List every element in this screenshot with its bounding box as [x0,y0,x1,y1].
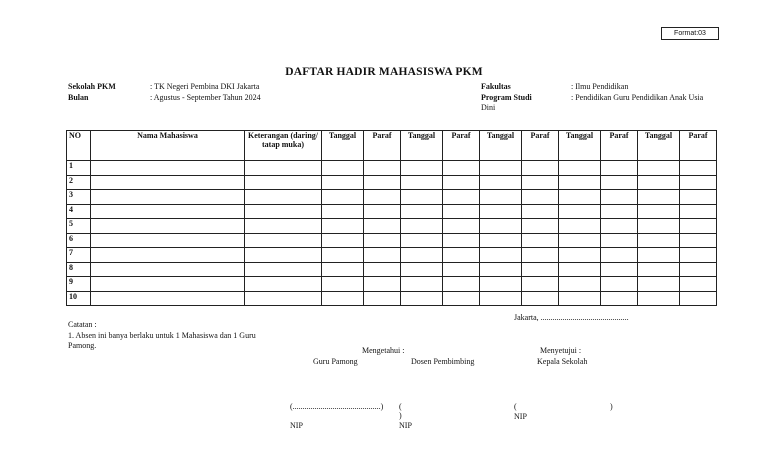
table-cell [680,277,717,292]
note-line-2: Pamong. [68,341,97,350]
table-cell [480,291,522,306]
table-cell [559,161,601,176]
table-cell [638,175,680,190]
table-cell [601,204,638,219]
table-cell [601,161,638,176]
table-cell [91,262,245,277]
guru-pamong-label: Guru Pamong [313,357,358,366]
table-cell [480,277,522,292]
table-cell [443,233,480,248]
table-cell [245,204,322,219]
table-cell [322,233,364,248]
signature-dosen-close: ) [399,411,402,420]
signature-dosen-open: ( [399,402,402,411]
table-cell [638,204,680,219]
table-cell [91,219,245,234]
page-title: DAFTAR HADIR MAHASISWA PKM [285,66,483,78]
table-cell [601,219,638,234]
table-cell [522,161,559,176]
table-cell [91,248,245,263]
table-cell [601,233,638,248]
table-cell [245,161,322,176]
table-cell [480,175,522,190]
table-cell [680,219,717,234]
header-paraf-2: Paraf [443,131,480,161]
header-no: NO [67,131,91,161]
mengetahui-label: Mengetahui : [362,346,405,355]
table-cell [364,262,401,277]
catatan-label: Catatan : [68,320,97,329]
table-cell [638,161,680,176]
table-cell [401,175,443,190]
table-cell [443,190,480,205]
table-cell [91,161,245,176]
table-row [67,175,717,190]
row-number: 8 [67,262,91,277]
table-cell [522,190,559,205]
table-cell [91,291,245,306]
table-cell [401,277,443,292]
kepala-sekolah-label: Kepala Sekolah [537,357,588,366]
table-cell [322,161,364,176]
table-cell [522,262,559,277]
table-cell [322,219,364,234]
table-row [67,161,717,176]
header-paraf-4: Paraf [601,131,638,161]
row-number: 7 [67,248,91,263]
table-cell [245,277,322,292]
table-cell [638,190,680,205]
table-cell [522,248,559,263]
table-row [67,233,717,248]
table-cell [480,204,522,219]
table-cell [522,277,559,292]
signature-kepala-close: ) [610,402,613,411]
table-cell [522,175,559,190]
table-cell [559,190,601,205]
table-cell [401,262,443,277]
table-cell [680,161,717,176]
prodi-value: : Pendidikan Guru Pendidikan Anak Usia [571,93,704,102]
table-cell [680,291,717,306]
header-nama: Nama Mahasiswa [91,131,245,161]
header-paraf-5: Paraf [680,131,717,161]
table-cell [680,233,717,248]
table-cell [443,248,480,263]
table-cell [322,291,364,306]
row-number: 9 [67,277,91,292]
table-cell [245,248,322,263]
header-tanggal-3: Tanggal [480,131,522,161]
sekolah-value: : TK Negeri Pembina DKI Jakarta [150,82,260,91]
table-cell [401,248,443,263]
table-cell [443,277,480,292]
table-cell [601,277,638,292]
table-cell [480,262,522,277]
table-cell [601,190,638,205]
header-paraf-3: Paraf [522,131,559,161]
table-cell [401,291,443,306]
table-cell [680,175,717,190]
table-cell [91,233,245,248]
nip-guru-pamong: NIP [290,421,303,430]
table-row [67,262,717,277]
table-cell [480,248,522,263]
table-cell [91,175,245,190]
table-cell [638,291,680,306]
table-cell [245,190,322,205]
table-cell [443,262,480,277]
table-cell [443,291,480,306]
table-cell [480,219,522,234]
table-cell [245,175,322,190]
table-cell [91,277,245,292]
table-cell [364,175,401,190]
table-cell [522,219,559,234]
table-cell [322,204,364,219]
table-cell [522,233,559,248]
menyetujui-label: Menyetujui : [540,346,582,355]
table-cell [559,175,601,190]
table-cell [245,233,322,248]
table-cell [638,277,680,292]
table-header-row [67,131,717,161]
table-cell [443,219,480,234]
table-row [67,204,717,219]
fakultas-label: Fakultas [481,82,511,91]
table-cell [245,291,322,306]
table-cell [559,233,601,248]
table-cell [91,190,245,205]
table-cell [322,262,364,277]
table-cell [322,190,364,205]
table-cell [638,219,680,234]
table-cell [322,175,364,190]
nip-dosen: NIP [399,421,412,430]
table-cell [680,190,717,205]
table-row [67,219,717,234]
table-cell [480,233,522,248]
table-cell [364,190,401,205]
table-cell [480,161,522,176]
table-cell [401,219,443,234]
table-cell [364,248,401,263]
table-cell [401,161,443,176]
nip-kepala-sekolah: NIP [514,412,527,421]
table-cell [364,161,401,176]
table-cell [322,248,364,263]
table-cell [601,248,638,263]
format-label: Format:03 [661,27,719,40]
signature-guru-pamong: (............................................) [290,402,384,411]
table-cell [364,204,401,219]
table-cell [522,204,559,219]
fakultas-value: : Ilmu Pendidikan [571,82,629,91]
table-cell [680,248,717,263]
table-cell [559,219,601,234]
bulan-value: : Agustus - September Tahun 2024 [150,93,261,102]
table-cell [559,277,601,292]
table-row [67,291,717,306]
header-paraf-1: Paraf [364,131,401,161]
note-line-1: 1. Absen ini banya berlaku untuk 1 Mahasiswa dan 1 Guru [68,331,256,340]
table-cell [559,291,601,306]
header-tanggal-4: Tanggal [559,131,601,161]
table-cell [401,233,443,248]
table-cell [601,262,638,277]
table-cell [245,219,322,234]
row-number: 3 [67,190,91,205]
prodi-label: Program Studi [481,93,532,102]
table-cell [601,175,638,190]
table-cell [364,277,401,292]
row-number: 4 [67,204,91,219]
table-cell [443,161,480,176]
table-cell [559,262,601,277]
table-cell [522,291,559,306]
row-number: 10 [67,291,91,306]
table-cell [91,204,245,219]
sekolah-label: Sekolah PKM [68,82,116,91]
prodi-value-continuation: Dini [481,103,496,112]
table-cell [401,204,443,219]
table-cell [364,219,401,234]
table-body [67,161,717,306]
header-keterangan: Keterangan (daring/ tatap muka) [245,131,322,161]
attendance-table [66,130,717,306]
table-cell [601,291,638,306]
table-cell [364,291,401,306]
row-number: 2 [67,175,91,190]
table-cell [364,233,401,248]
signature-kepala-open: ( [514,402,517,411]
bulan-label: Bulan [68,93,89,102]
table-cell [680,204,717,219]
table-cell [245,262,322,277]
table-row [67,190,717,205]
table-cell [559,204,601,219]
dosen-pembimbing-label: Dosen Pembimbing [411,357,475,366]
table-cell [638,233,680,248]
row-number: 1 [67,161,91,176]
table-cell [638,262,680,277]
row-number: 5 [67,219,91,234]
header-tanggal-5: Tanggal [638,131,680,161]
table-row [67,277,717,292]
table-cell [322,277,364,292]
table-cell [638,248,680,263]
table-cell [443,204,480,219]
place-date: Jakarta, ............................................ [514,313,629,322]
table-cell [443,175,480,190]
row-number: 6 [67,233,91,248]
table-row [67,248,717,263]
table-cell [480,190,522,205]
header-tanggal-2: Tanggal [401,131,443,161]
table-cell [401,190,443,205]
table-cell [559,248,601,263]
table-cell [680,262,717,277]
header-tanggal-1: Tanggal [322,131,364,161]
